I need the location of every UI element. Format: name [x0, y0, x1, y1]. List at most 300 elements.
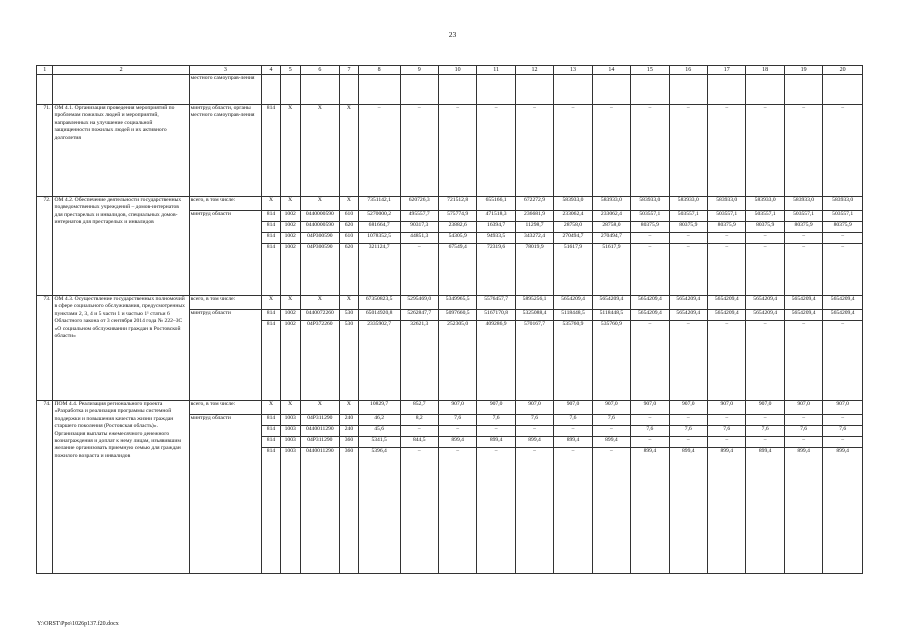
value-cell: – — [515, 448, 553, 574]
value-cell: 1002 — [280, 321, 300, 401]
value-cell: 844,5 — [400, 437, 438, 448]
value-cell: X — [262, 197, 281, 211]
value-cell: – — [631, 321, 669, 401]
value-cell: 54305,9 — [438, 233, 476, 244]
value-cell: 8,2 — [400, 415, 438, 426]
value-cell: 899,4 — [669, 448, 707, 574]
value-cell: 503557,1 — [708, 211, 746, 222]
header-cell: 5 — [280, 66, 300, 75]
value-cell: 899,4 — [438, 437, 476, 448]
value-cell: 65014920,8 — [358, 310, 400, 321]
value-cell: 1003 — [280, 437, 300, 448]
header-cell: 15 — [631, 66, 669, 75]
value-cell: 570167,7 — [515, 321, 553, 401]
value-cell: 907,0 — [515, 401, 553, 415]
value-cell: 80375,9 — [669, 222, 707, 233]
file-path-footer: Y:\ORST\Ppo\1026p137.f20.docx — [37, 621, 119, 627]
value-cell: 5341,5 — [358, 437, 400, 448]
value-cell: X — [300, 105, 340, 197]
value-cell: – — [669, 415, 707, 426]
value-cell: 51617,9 — [592, 244, 630, 296]
value-cell: – — [631, 105, 669, 197]
table-cell — [784, 75, 822, 105]
row-number: 72. — [37, 197, 53, 296]
value-cell: 72319,6 — [477, 244, 515, 296]
table-cell — [631, 75, 669, 105]
value-cell: – — [669, 233, 707, 244]
header-cell: 18 — [746, 66, 784, 75]
value-cell: 04Р372260 — [300, 321, 340, 401]
value-cell: 5654209,4 — [631, 296, 669, 310]
executor — [189, 448, 261, 574]
value-cell: 5654209,4 — [784, 296, 822, 310]
value-cell: 7,6 — [631, 426, 669, 437]
executor: всего, в том числе: — [189, 401, 261, 415]
value-cell: 583933,0 — [708, 197, 746, 211]
value-cell: 5654209,4 — [631, 310, 669, 321]
value-cell: 5167170,8 — [477, 310, 515, 321]
value-cell: 5295469,0 — [400, 296, 438, 310]
value-cell: X — [262, 296, 281, 310]
value-cell: – — [592, 448, 630, 574]
value-cell: 610 — [340, 233, 359, 244]
event-name: ОМ 4.3. Осуществление государственных полномочий в сфере социального обслуживания, предусмотренных пунктами 2, 3, 4 и 5 части 1 и частью 1¹ статьи 6 Областного закона от 3 сентября 2014 года № 222–ЗС «О социальном обслуживании граждан в Ростовской области» — [53, 296, 189, 401]
value-cell: 1003 — [280, 415, 300, 426]
value-cell: 1002 — [280, 244, 300, 296]
header-cell: 19 — [784, 66, 822, 75]
value-cell: 233062,4 — [592, 211, 630, 222]
value-cell: 907,0 — [592, 401, 630, 415]
value-cell: – — [400, 244, 438, 296]
value-cell: 5654209,4 — [784, 310, 822, 321]
value-cell: – — [400, 448, 438, 574]
header-cell: 9 — [400, 66, 438, 75]
value-cell: – — [746, 244, 784, 296]
value-cell: – — [784, 415, 822, 426]
value-cell: 7,6 — [554, 415, 592, 426]
value-cell: 814 — [262, 211, 281, 222]
value-cell: 1002 — [280, 310, 300, 321]
value-cell: – — [784, 233, 822, 244]
executor: минтруд области — [189, 211, 261, 222]
value-cell: – — [592, 105, 630, 197]
value-cell: – — [400, 105, 438, 197]
value-cell: – — [631, 233, 669, 244]
table-cell — [262, 75, 281, 105]
value-cell: – — [400, 426, 438, 437]
value-cell: – — [477, 105, 515, 197]
value-cell: – — [631, 437, 669, 448]
value-cell: – — [708, 321, 746, 401]
value-cell: 907,0 — [631, 401, 669, 415]
value-cell: 899,4 — [515, 437, 553, 448]
value-cell: X — [280, 296, 300, 310]
executor: минтруд области, органы местного самоуправ-ления — [189, 105, 261, 197]
header-cell: 4 — [262, 66, 281, 75]
value-cell: 503557,1 — [746, 211, 784, 222]
value-cell: 240 — [340, 426, 359, 437]
value-cell: 907,0 — [784, 401, 822, 415]
table-row — [37, 197, 863, 211]
value-cell: 5654209,4 — [746, 310, 784, 321]
value-cell: – — [669, 321, 707, 401]
value-cell: 5118448,5 — [554, 310, 592, 321]
value-cell: – — [746, 105, 784, 197]
value-cell: 10829,7 — [358, 401, 400, 415]
value-cell: 5396,4 — [358, 448, 400, 574]
value-cell: 5654209,4 — [669, 310, 707, 321]
value-cell: 899,4 — [823, 448, 863, 574]
value-cell: – — [554, 105, 592, 197]
value-cell: 583933,0 — [746, 197, 784, 211]
value-cell: 503557,1 — [823, 211, 863, 222]
value-cell: 0440000590 — [300, 222, 340, 233]
header-cell: 3 — [189, 66, 261, 75]
value-cell: 681664,7 — [358, 222, 400, 233]
value-cell: 233062,4 — [554, 211, 592, 222]
value-cell: 360 — [340, 437, 359, 448]
value-cell: 907,0 — [823, 401, 863, 415]
table-cell — [37, 75, 53, 105]
value-cell: 04Р300590 — [300, 244, 340, 296]
value-cell: – — [554, 426, 592, 437]
table-cell — [592, 75, 630, 105]
value-cell: 7351142,1 — [358, 197, 400, 211]
value-cell: 44851,3 — [400, 233, 438, 244]
header-cell: 13 — [554, 66, 592, 75]
value-cell: 28758,0 — [554, 222, 592, 233]
event-name: ПОМ 4.4. Реализация регионального проекта «Разработка и реализация программы системной поддержки и повышения качества жизни граждан старшего поколения (Ростовская область)». Организация выплаты ежемесячного денежного вознаграждения и доплат к нему лицам, изъявившим желание организовать приемную семью для граждан пожилого возраста и инвалидов — [53, 401, 189, 574]
row-number: 73. — [37, 296, 53, 401]
value-cell: 672272,9 — [515, 197, 553, 211]
value-cell: 90317,3 — [400, 222, 438, 233]
value-cell: – — [477, 448, 515, 574]
value-cell: 5325088,4 — [515, 310, 553, 321]
value-cell: – — [631, 244, 669, 296]
value-cell: 0440072260 — [300, 310, 340, 321]
value-cell: – — [823, 233, 863, 244]
value-cell: 80375,9 — [746, 222, 784, 233]
value-cell: 5262847,7 — [400, 310, 438, 321]
table-cell — [280, 75, 300, 105]
value-cell: 814 — [262, 222, 281, 233]
value-cell: X — [300, 197, 340, 211]
continuation-row — [37, 75, 863, 105]
value-cell: 45,6 — [358, 426, 400, 437]
value-cell: 495557,7 — [400, 211, 438, 222]
value-cell: 471518,3 — [477, 211, 515, 222]
value-cell: 7,6 — [708, 426, 746, 437]
value-cell: 0440000590 — [300, 211, 340, 222]
header-cell: 20 — [823, 66, 863, 75]
value-cell: 2335902,7 — [358, 321, 400, 401]
value-cell: 11298,7 — [515, 222, 553, 233]
value-cell: 503557,1 — [784, 211, 822, 222]
value-cell: 94933,5 — [477, 233, 515, 244]
table-cell — [477, 75, 515, 105]
value-cell: 360 — [340, 448, 359, 574]
value-cell: 575774,9 — [438, 211, 476, 222]
value-cell: 28758,0 — [592, 222, 630, 233]
event-name: ОМ 4.2. Обеспечение деятельности государственных подведомственных учреждений – домов-интернатов для престарелых и инвалидов, специальных домов-интернатов для престарелых и инвалидов — [53, 197, 189, 296]
value-cell: 67350823,5 — [358, 296, 400, 310]
value-cell: 620 — [340, 222, 359, 233]
value-cell: 0440011290 — [300, 426, 340, 437]
value-cell: 5654209,4 — [823, 310, 863, 321]
value-cell: – — [784, 105, 822, 197]
value-cell: 503557,1 — [631, 211, 669, 222]
value-cell: 814 — [262, 321, 281, 401]
header-cell: 17 — [708, 66, 746, 75]
value-cell: 814 — [262, 437, 281, 448]
table-cell — [823, 75, 863, 105]
value-cell: – — [669, 105, 707, 197]
value-cell: 583933,0 — [784, 197, 822, 211]
value-cell: 583933,0 — [669, 197, 707, 211]
value-cell: 620 — [340, 244, 359, 296]
header-cell: 1 — [37, 66, 53, 75]
row-number: 74. — [37, 401, 53, 574]
value-cell: – — [669, 437, 707, 448]
value-cell: – — [438, 448, 476, 574]
value-cell: – — [784, 437, 822, 448]
value-cell: – — [823, 244, 863, 296]
row-number: 71. — [37, 105, 53, 197]
value-cell: 5654209,4 — [708, 310, 746, 321]
table-cell — [746, 75, 784, 105]
value-cell: 814 — [262, 310, 281, 321]
value-cell: X — [300, 401, 340, 415]
value-cell: – — [746, 321, 784, 401]
value-cell: 907,0 — [477, 401, 515, 415]
header-cell: 12 — [515, 66, 553, 75]
value-cell: 583933,0 — [631, 197, 669, 211]
value-cell: – — [708, 415, 746, 426]
value-cell: 270494,7 — [554, 233, 592, 244]
table-cell — [515, 75, 553, 105]
value-cell: X — [280, 197, 300, 211]
value-cell: 899,4 — [631, 448, 669, 574]
value-cell: 5654209,4 — [823, 296, 863, 310]
table-cell — [400, 75, 438, 105]
table-cell — [358, 75, 400, 105]
value-cell: 80375,9 — [631, 222, 669, 233]
value-cell: 5654209,4 — [746, 296, 784, 310]
table-cell — [340, 75, 359, 105]
value-cell: X — [262, 401, 281, 415]
value-cell: – — [592, 426, 630, 437]
value-cell: 5654209,4 — [708, 296, 746, 310]
value-cell: 67549,4 — [438, 244, 476, 296]
value-cell: – — [746, 233, 784, 244]
value-cell: 535760,9 — [592, 321, 630, 401]
value-cell: 0440011290 — [300, 448, 340, 574]
value-cell: – — [784, 321, 822, 401]
value-cell: 899,4 — [592, 437, 630, 448]
budget-table — [36, 65, 863, 574]
value-cell: 583933,0 — [554, 197, 592, 211]
value-cell: 78019,9 — [515, 244, 553, 296]
table-cell — [300, 75, 340, 105]
value-cell: 899,4 — [746, 448, 784, 574]
value-cell: 814 — [262, 244, 281, 296]
executor — [189, 233, 261, 244]
page-number: 23 — [448, 30, 457, 39]
value-cell: 80375,9 — [708, 222, 746, 233]
value-cell: – — [708, 233, 746, 244]
header-cell: 10 — [438, 66, 476, 75]
value-cell: 46,2 — [358, 415, 400, 426]
value-cell: 583933,0 — [592, 197, 630, 211]
executor — [189, 321, 261, 401]
value-cell: 7,6 — [592, 415, 630, 426]
value-cell: 814 — [262, 233, 281, 244]
value-cell: X — [340, 197, 359, 211]
value-cell: – — [823, 321, 863, 401]
table-cell: местного самоуправ-ления — [189, 75, 261, 105]
value-cell: 583933,0 — [823, 197, 863, 211]
value-cell: X — [280, 105, 300, 197]
value-cell: – — [708, 244, 746, 296]
value-cell: 51617,9 — [554, 244, 592, 296]
value-cell: – — [823, 437, 863, 448]
value-cell: 721512,8 — [438, 197, 476, 211]
value-cell: 5118448,5 — [592, 310, 630, 321]
executor — [189, 437, 261, 448]
value-cell: 814 — [262, 448, 281, 574]
value-cell: 7,6 — [784, 426, 822, 437]
value-cell: – — [823, 415, 863, 426]
value-cell: – — [669, 244, 707, 296]
value-cell: 620726,3 — [400, 197, 438, 211]
value-cell: 321124,7 — [358, 244, 400, 296]
value-cell: X — [340, 401, 359, 415]
value-cell: 899,4 — [477, 437, 515, 448]
value-cell: – — [477, 426, 515, 437]
header-row — [37, 66, 863, 75]
value-cell: 409286,9 — [477, 321, 515, 401]
header-cell: 16 — [669, 66, 707, 75]
value-cell: – — [746, 415, 784, 426]
table-row — [37, 105, 863, 197]
value-cell: 7,6 — [746, 426, 784, 437]
value-cell: 1003 — [280, 426, 300, 437]
value-cell: 907,0 — [554, 401, 592, 415]
value-cell: 7,6 — [669, 426, 707, 437]
value-cell: 5576457,7 — [477, 296, 515, 310]
value-cell: 814 — [262, 426, 281, 437]
value-cell: 5895256,1 — [515, 296, 553, 310]
value-cell: – — [358, 105, 400, 197]
executor — [189, 244, 261, 296]
value-cell: 5654209,4 — [554, 296, 592, 310]
value-cell: – — [515, 426, 553, 437]
table-cell — [554, 75, 592, 105]
value-cell: – — [823, 105, 863, 197]
value-cell: – — [784, 244, 822, 296]
value-cell: 252305,0 — [438, 321, 476, 401]
value-cell: – — [438, 426, 476, 437]
value-cell: – — [708, 105, 746, 197]
value-cell: 5654209,4 — [669, 296, 707, 310]
value-cell: 610 — [340, 211, 359, 222]
value-cell: 814 — [262, 415, 281, 426]
header-cell: 2 — [53, 66, 189, 75]
value-cell: 503557,1 — [669, 211, 707, 222]
executor — [189, 426, 261, 437]
value-cell: 240 — [340, 415, 359, 426]
table-cell — [438, 75, 476, 105]
value-cell: 32621,3 — [400, 321, 438, 401]
header-cell: 11 — [477, 66, 515, 75]
value-cell: – — [554, 448, 592, 574]
value-cell: 907,0 — [746, 401, 784, 415]
value-cell: 04Р311290 — [300, 415, 340, 426]
value-cell: 907,0 — [669, 401, 707, 415]
table-cell — [669, 75, 707, 105]
value-cell: 907,0 — [438, 401, 476, 415]
value-cell: 7,6 — [823, 426, 863, 437]
executor — [189, 222, 261, 233]
value-cell: – — [746, 437, 784, 448]
value-cell: 5349965,5 — [438, 296, 476, 310]
table-cell — [53, 75, 189, 105]
value-cell: 530 — [340, 321, 359, 401]
value-cell: 1002 — [280, 211, 300, 222]
value-cell: – — [515, 105, 553, 197]
value-cell: X — [300, 296, 340, 310]
value-cell: 04Р311290 — [300, 437, 340, 448]
value-cell: 7,6 — [438, 415, 476, 426]
value-cell: 80375,9 — [823, 222, 863, 233]
header-cell: 14 — [592, 66, 630, 75]
value-cell: 852,7 — [400, 401, 438, 415]
value-cell: 1003 — [280, 448, 300, 574]
table-cell — [708, 75, 746, 105]
value-cell: 1078352,5 — [358, 233, 400, 244]
value-cell: – — [631, 415, 669, 426]
value-cell: X — [340, 105, 359, 197]
value-cell: X — [280, 401, 300, 415]
value-cell: 535760,9 — [554, 321, 592, 401]
value-cell: 899,4 — [554, 437, 592, 448]
executor: всего, в том числе: — [189, 197, 261, 211]
header-cell: 7 — [340, 66, 359, 75]
value-cell: X — [340, 296, 359, 310]
value-cell: 1002 — [280, 233, 300, 244]
value-cell: 907,0 — [708, 401, 746, 415]
header-cell: 8 — [358, 66, 400, 75]
value-cell: 5270000,2 — [358, 211, 400, 222]
table-row — [37, 401, 863, 415]
event-name: ОМ 4.1. Организация проведения мероприятий по проблемам пожилых людей и мероприятий, направленных на улучшение социальной защищенности пожилых людей и их активного долголетия — [53, 105, 189, 197]
value-cell: 5654209,4 — [592, 296, 630, 310]
value-cell: 5097660,5 — [438, 310, 476, 321]
value-cell: 1002 — [280, 222, 300, 233]
value-cell: – — [708, 437, 746, 448]
executor: всего, в том числе: — [189, 296, 261, 310]
value-cell: 343272,4 — [515, 233, 553, 244]
value-cell: 270494,7 — [592, 233, 630, 244]
value-cell: 23882,6 — [438, 222, 476, 233]
value-cell: 899,4 — [708, 448, 746, 574]
value-cell: 530 — [340, 310, 359, 321]
executor: минтруд области — [189, 310, 261, 321]
value-cell: 899,4 — [784, 448, 822, 574]
header-cell: 6 — [300, 66, 340, 75]
value-cell: 04Р300590 — [300, 233, 340, 244]
value-cell: 7,6 — [515, 415, 553, 426]
